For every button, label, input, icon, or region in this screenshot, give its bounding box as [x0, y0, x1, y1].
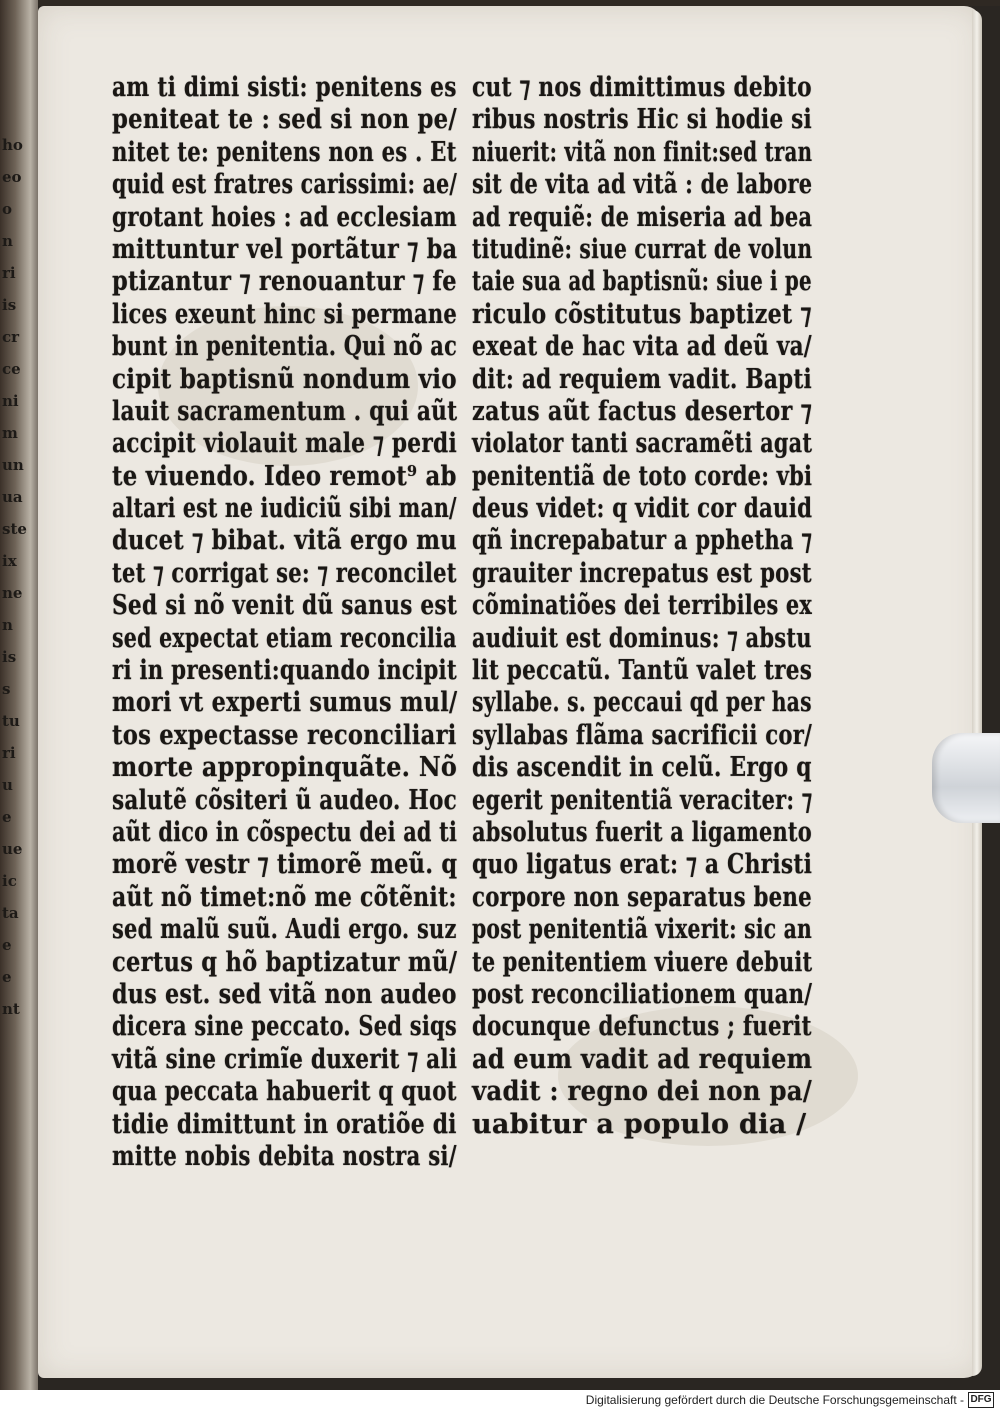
margin-fragment: is: [2, 648, 17, 666]
text-line: riculo cõstitutus baptizet ⁊: [472, 298, 812, 330]
text-line: syllabe. s. peccaui qd per has: [472, 687, 812, 719]
margin-fragment: ste: [2, 520, 27, 538]
text-line: ptizantur ⁊ renouantur ⁊ fe: [112, 266, 457, 298]
text-line: zatus aũt factus desertor ⁊: [472, 395, 813, 427]
margin-fragment: un: [2, 456, 24, 474]
margin-fragment: is: [2, 296, 17, 314]
text-line: quid est fratres carissimi: ae/: [112, 169, 458, 201]
text-line: dus est. sed vitã non audeo: [112, 978, 457, 1010]
text-line: salutẽ cõsiteri ũ audeo. Hoc: [112, 784, 457, 816]
margin-fragment: ho: [2, 136, 23, 154]
text-line: dis ascendit in celũ. Ergo q: [472, 752, 812, 784]
margin-fragment: ne: [2, 584, 23, 602]
text-line: vitã sine crimĩe duxerit ⁊ ali: [112, 1043, 458, 1075]
text-line: taie sua ad baptisnũ: siue i pe: [472, 266, 812, 298]
text-line: dit: ad requiem vadit. Bapti: [472, 363, 812, 395]
text-line: grauiter increpatus est post: [472, 557, 812, 589]
page-edge: [972, 10, 982, 1376]
text-line: exeat de hac vita ad deũ va/: [472, 331, 812, 363]
margin-fragment: n: [2, 616, 13, 634]
text-line: cipit baptisnũ nondum vio: [112, 363, 457, 395]
dfg-logo: DFG: [968, 1392, 994, 1408]
text-line: lices exeunt hinc si permane: [112, 298, 458, 330]
text-line: egerit penitentiã veraciter: ⁊: [472, 784, 813, 816]
margin-fragment: eo: [2, 168, 22, 186]
text-line: morẽ vestr ⁊ timorẽ meũ. q: [112, 849, 458, 881]
text-line: tidie dimittunt in oratiõe di: [112, 1108, 457, 1140]
text-line: titudinẽ: siue currat de volun: [472, 233, 813, 265]
text-line: sed expectat etiam reconcilia: [112, 622, 457, 654]
page-clip: [932, 733, 1000, 823]
text-line: dicera sine peccato. Sed siqs: [112, 1011, 457, 1043]
text-line: sed malũ suũ. Audi ergo. suz: [112, 914, 457, 946]
text-line: qñ increpabatur a pphetha ⁊: [472, 525, 813, 557]
margin-fragment: n: [2, 232, 13, 250]
text-line: tet ⁊ corrigat se: ⁊ reconcilet: [112, 557, 457, 589]
margin-fragment: cr: [2, 328, 20, 346]
text-line: tos expectasse reconciliari: [112, 719, 457, 751]
text-line: quo ligatus erat: ⁊ a Christi: [472, 849, 813, 881]
margin-fragment: ix: [2, 552, 17, 570]
text-line: certus q hõ baptizatur mũ/: [112, 946, 458, 978]
text-line: mori vt experti sumus mul/: [112, 687, 458, 719]
text-line: lauit sacramentum . qui aũt: [112, 395, 458, 427]
margin-fragment: u: [2, 776, 13, 794]
text-line: sit de vita ad vitã : de labore: [472, 169, 813, 201]
margin-fragment: e: [2, 968, 12, 986]
text-line: mitte nobis debita nostra si/: [112, 1140, 457, 1172]
text-line: vadit : regno dei non pa/: [472, 1076, 812, 1108]
margin-fragment: ic: [2, 872, 17, 890]
text-column-left: [112, 72, 457, 1173]
text-line: post penitentiã vixerit: sic an: [472, 914, 813, 946]
text-line: violator tanti sacramẽti agat: [472, 428, 813, 460]
text-line: accipit violauit male ⁊ perdi: [112, 428, 457, 460]
text-line: aũt nõ timet:nõ me cõtẽnit:: [112, 881, 457, 913]
footer-bar: [0, 1390, 1000, 1411]
text-line: qua peccata habuerit q quot: [112, 1076, 457, 1108]
text-line: Sed si nõ venit dũ sanus est: [112, 590, 458, 622]
margin-fragment: s: [2, 680, 11, 698]
margin-fragment: m: [2, 424, 18, 442]
text-line: te viuendo. Ideo remot⁹ ab: [112, 460, 457, 492]
text-line: te penitentiem viuere debuit: [472, 946, 813, 978]
text-line: uabitur a populo dia /: [472, 1108, 807, 1140]
margin-fragment: ri: [2, 264, 16, 282]
margin-fragment: tu: [2, 712, 20, 730]
text-line: corpore non separatus bene: [472, 881, 812, 913]
margin-fragment: e: [2, 808, 12, 826]
text-line: bunt in penitentia. Qui nõ ac: [112, 331, 458, 363]
text-line: cut ⁊ nos dimittimus debito: [472, 72, 812, 103]
text-line: ad requiẽ: de miseria ad bea: [472, 201, 813, 233]
margin-fragment: e: [2, 936, 12, 954]
margin-fragment: ta: [2, 904, 19, 922]
margin-fragment: ni: [2, 392, 19, 410]
text-line: grotant hoies : ad ecclesiam: [112, 201, 457, 233]
text-line: ri in presenti:quando incipit: [112, 655, 457, 687]
margin-fragment: ua: [2, 488, 23, 506]
text-line: cõminatiões dei terribiles ex: [472, 590, 813, 622]
facing-page-edge: [0, 0, 38, 1390]
text-line: ribus nostris Hic si hodie si: [472, 104, 812, 136]
funding-notice: Digitalisierung gefördert durch die Deutsche Forschungsgemeinschaft -: [585, 1393, 964, 1407]
text-line: post reconciliationem quan/: [472, 978, 813, 1010]
text-line: docunque defunctus ; fuerit: [472, 1011, 812, 1043]
margin-fragment: ri: [2, 744, 16, 762]
text-line: altari est ne iudiciũ sibi man/: [112, 493, 457, 525]
margin-fragment: o: [2, 200, 13, 218]
text-line: penitentiã de toto corde: vbi: [472, 460, 813, 492]
text-line: ad eum vadit ad requiem: [472, 1043, 813, 1075]
text-line: absolutus fuerit a ligamento: [472, 816, 812, 848]
text-line: lit peccatũ. Tantũ valet tres: [472, 655, 813, 687]
text-line: syllabas flãma sacrificii cor/: [472, 719, 813, 751]
text-line: audiuit est dominus: ⁊ abstu: [472, 622, 812, 654]
text-line: niuerit: vitã non finit:sed tran: [472, 136, 813, 168]
text-line: peniteat te : sed si non pe/: [112, 104, 457, 136]
text-line: nitet te: penitens non es . Et: [112, 136, 457, 168]
text-line: morte appropinquãte. Nõ: [112, 752, 458, 784]
text-line: aũt dico in cõspectu dei ad ti: [112, 816, 458, 848]
text-column-right: [472, 72, 812, 1141]
margin-fragment: ce: [2, 360, 21, 378]
text-line: deus videt: q vidit cor dauid: [472, 493, 813, 525]
text-line: ducet ⁊ bibat. vitã ergo mu: [112, 525, 457, 557]
text-line: mittuntur vel portãtur ⁊ ba: [112, 233, 458, 265]
margin-fragment: ue: [2, 840, 23, 858]
margin-fragment: nt: [2, 1000, 20, 1018]
text-line: am ti dimi sisti: penitens es: [112, 72, 457, 103]
